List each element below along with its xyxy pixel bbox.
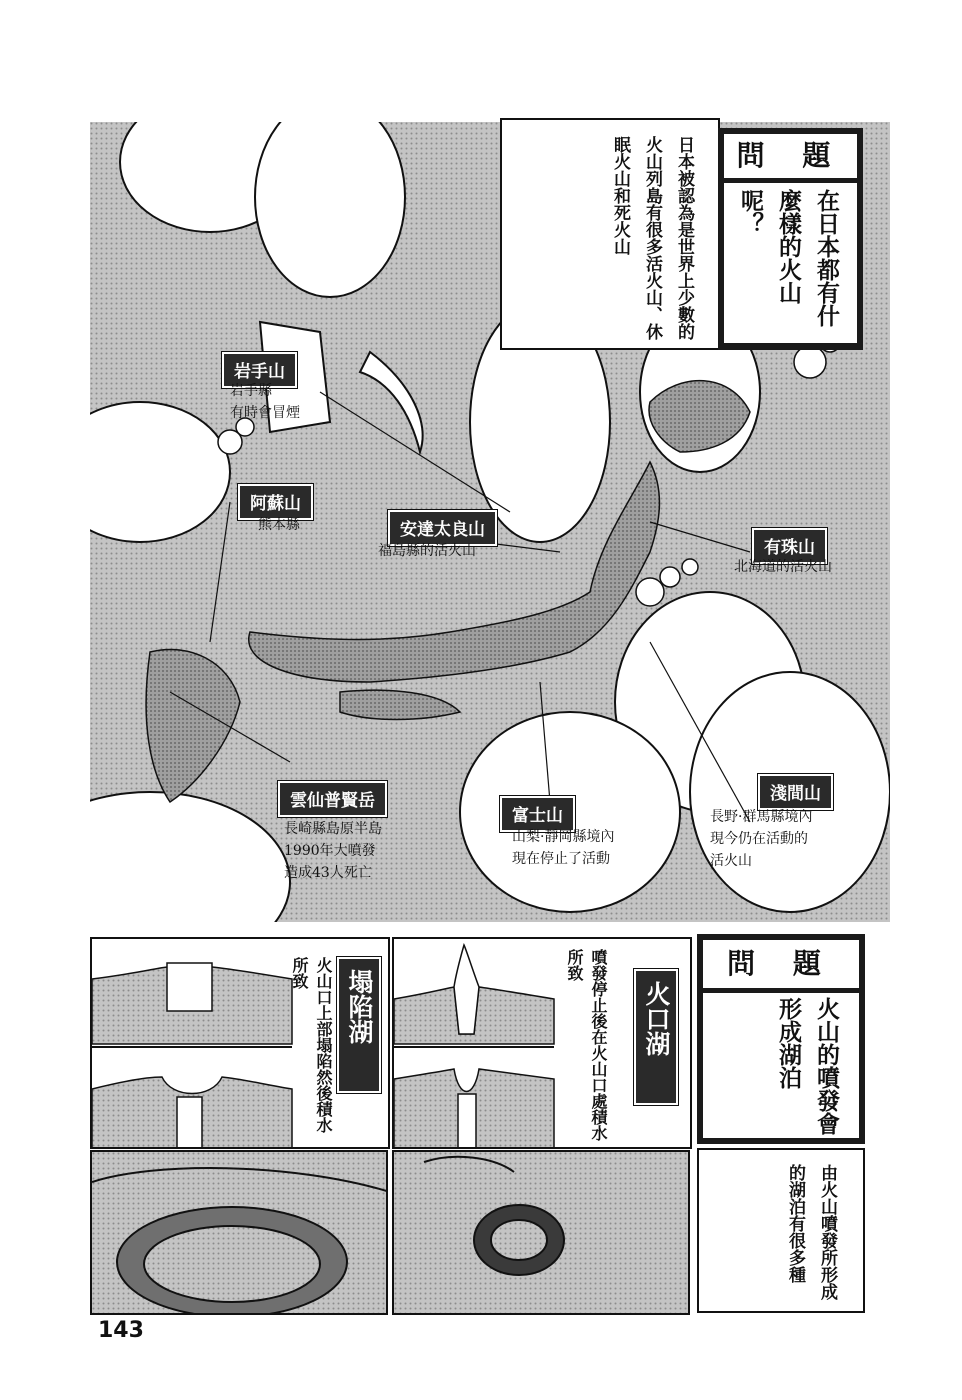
page-number: 143 (98, 1318, 144, 1343)
question2-title-area (703, 993, 859, 1138)
caldera-lake-illustration (90, 1150, 388, 1315)
caldera-lake-svg (92, 1152, 388, 1315)
note-aso: 熊本縣 (258, 517, 300, 533)
crater-lake-svg (394, 1152, 690, 1315)
label-usu: 有珠山 (752, 528, 827, 564)
label-adatara: 安達太良山 (388, 510, 497, 546)
question2-tag: 問 題 (703, 940, 859, 988)
note-usu: 北海道的活火山 (734, 559, 832, 575)
intro-text: 日本被認為是世界上少數的火山列島有很多活火山、休眠火山和死火山 (610, 136, 694, 340)
note-unzen: 長崎縣島原半島 1990年大噴發 造成43人死亡 (284, 821, 382, 881)
crater-text: 噴發停止後在火山口處積水所致 (565, 949, 608, 1141)
intro-box (500, 118, 720, 350)
caldera-text: 火山口上部塌陷然後積水所致 (290, 957, 333, 1133)
label-aso: 阿蘇山 (238, 484, 313, 520)
crater-lake-illustration (392, 1150, 690, 1315)
question2-box (697, 934, 865, 1144)
answer-box (697, 1148, 865, 1313)
question1-title: 在日本都有什麼樣的火山呢？ (737, 189, 839, 327)
question1-box (718, 128, 863, 350)
note-asama: 長野·群馬縣境內 現今仍在活動的 活火山 (710, 809, 813, 869)
crater-panel (392, 937, 692, 1149)
note-fuji: 山梨·靜岡縣境內 現在停止了活動 (512, 829, 615, 867)
label-unzen: 雲仙普賢岳 (278, 781, 387, 817)
note-adatara: 福島縣的活火山 (378, 543, 476, 559)
label-asama: 淺間山 (758, 774, 833, 810)
crater-label: 火口湖 (634, 969, 678, 1105)
question1-tag: 問 題 (724, 134, 857, 178)
answer-text: 由火山噴發所形成的湖泊有很多種 (785, 1164, 837, 1300)
question2-title: 火山的噴發會形成湖泊 (775, 997, 839, 1135)
note-iwate: 岩手縣 有時會冒煙 (230, 383, 300, 421)
label-iwate: 岩手山 (222, 352, 297, 388)
label-fuji: 富士山 (500, 796, 575, 832)
caldera-label: 塌陷湖 (337, 957, 381, 1093)
question1-title-area (724, 183, 857, 343)
caldera-panel (90, 937, 390, 1149)
